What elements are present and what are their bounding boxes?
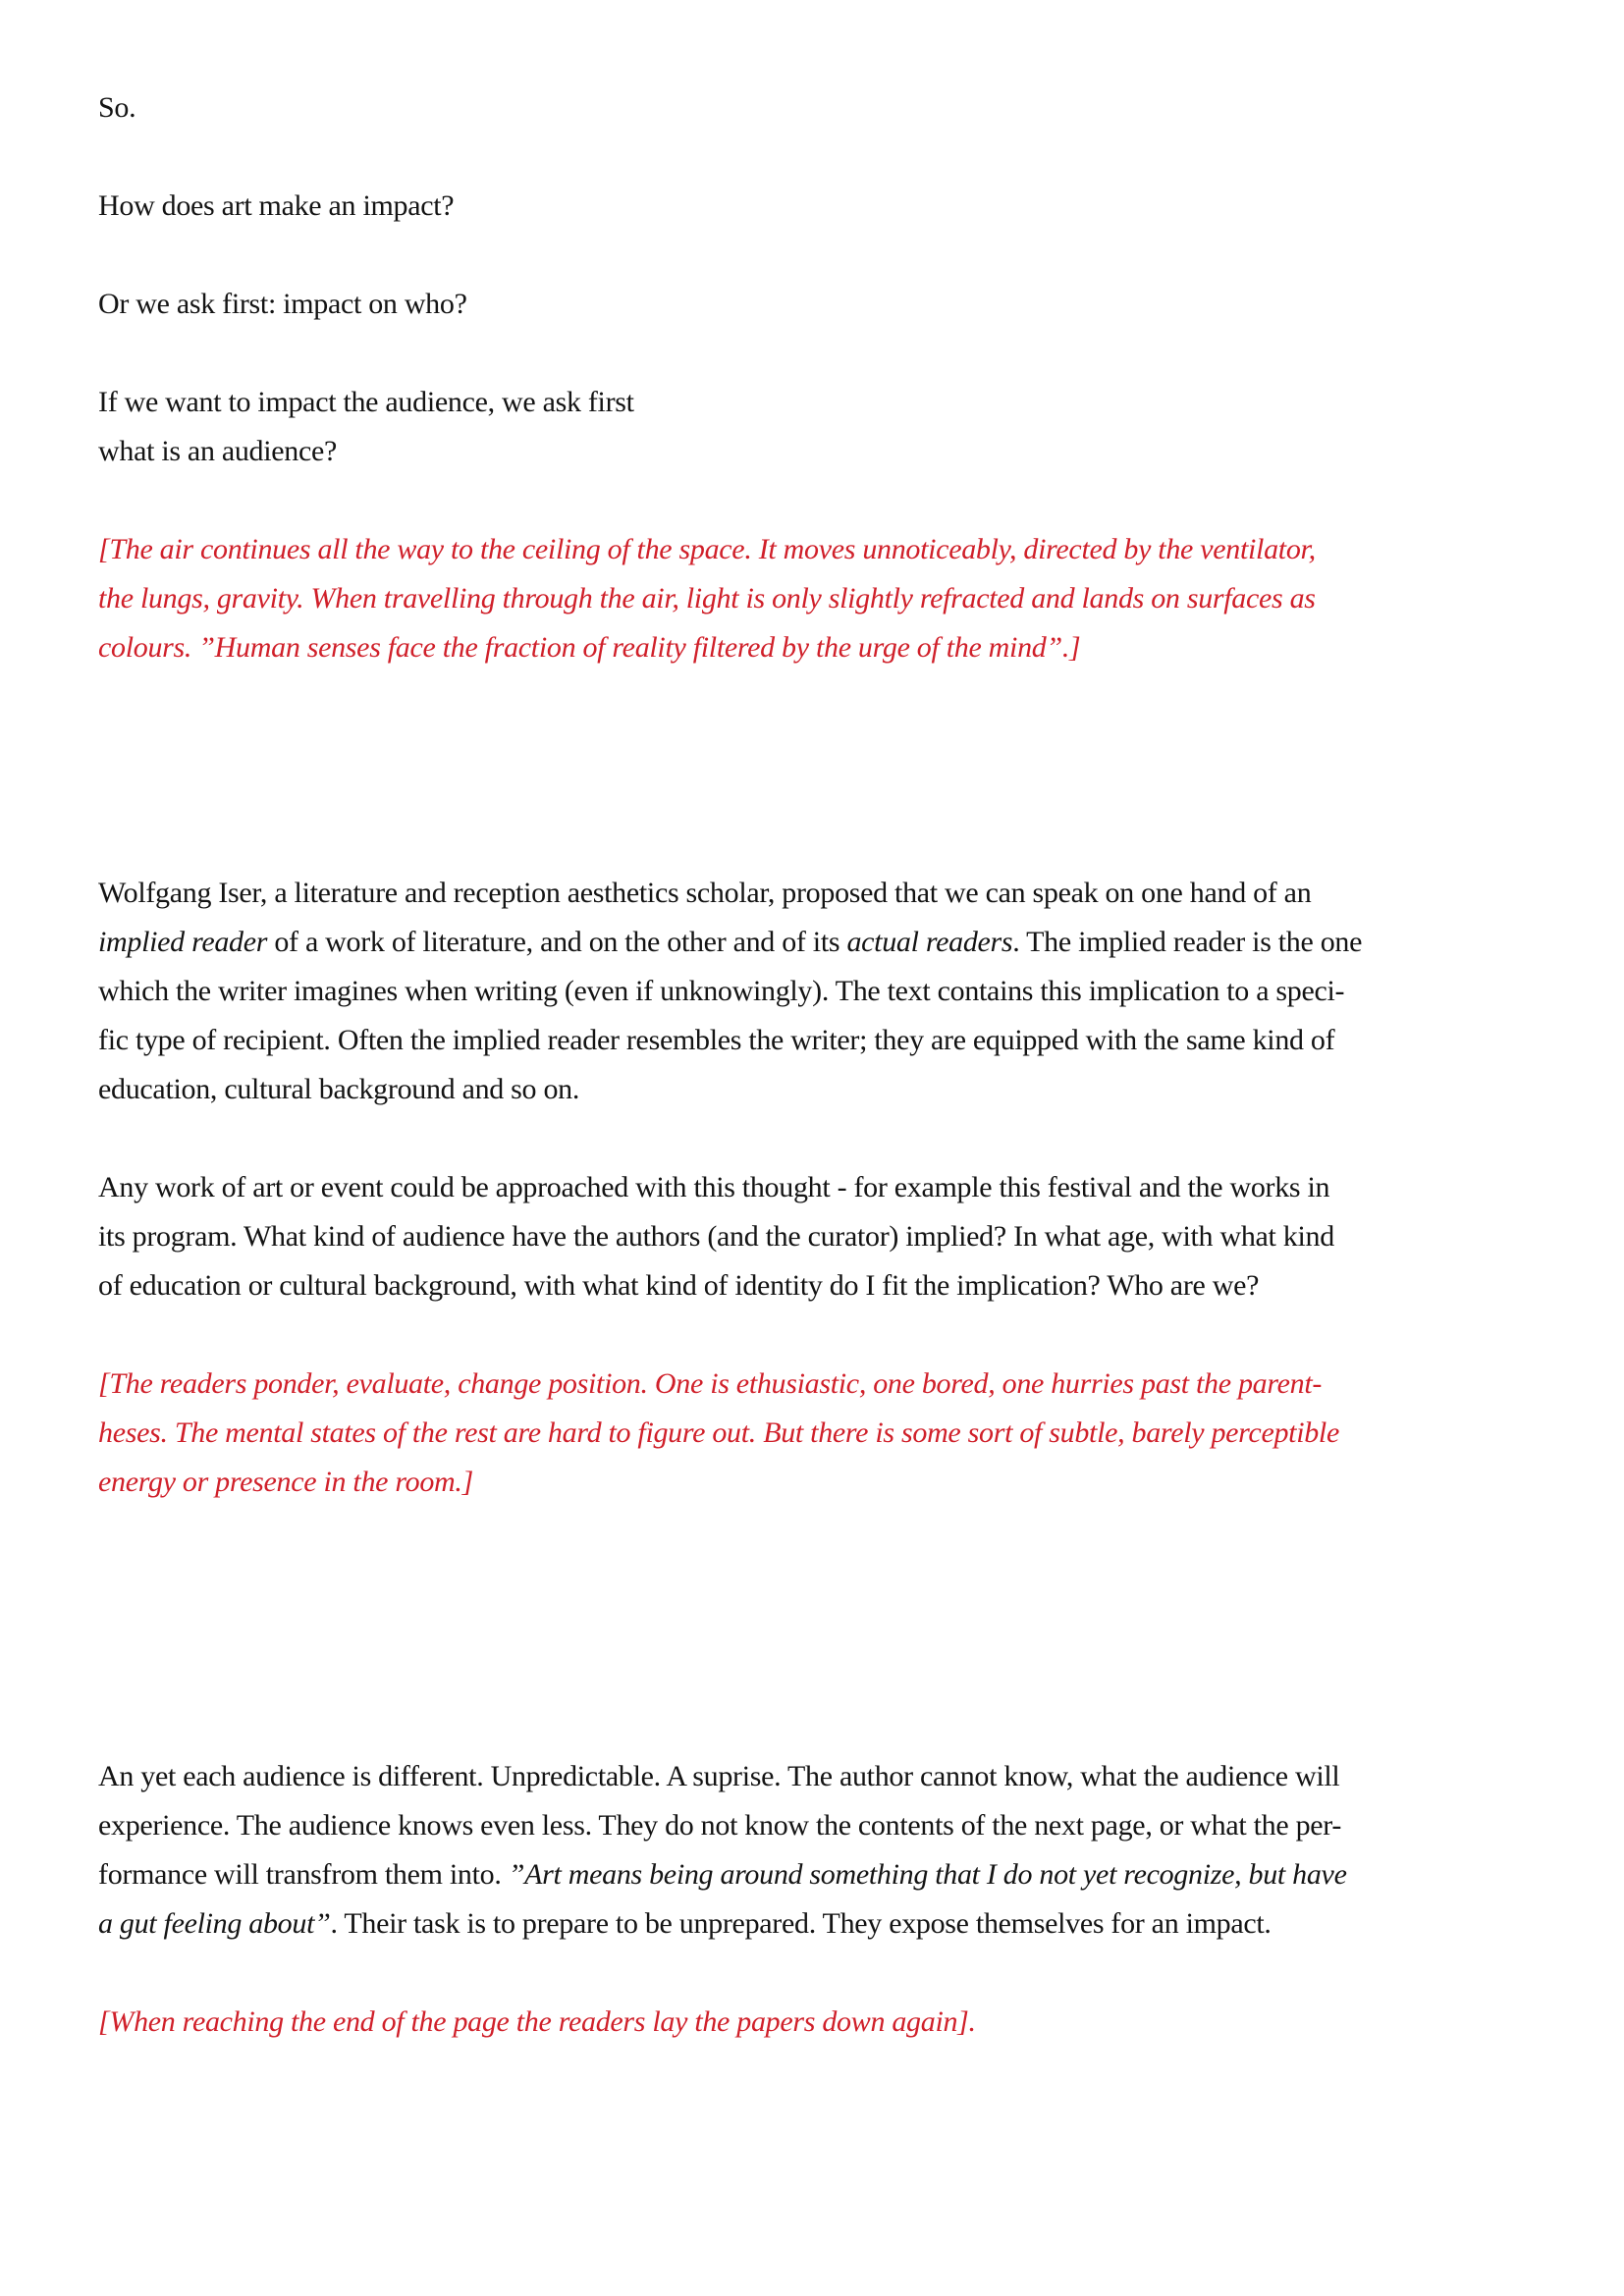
paragraph-so (98, 83, 1531, 133)
italic-term: actual readers (846, 926, 1013, 958)
red-stage-direction-2 (98, 1360, 1531, 1507)
paragraph-impact-on-who (98, 280, 1531, 329)
text-line: Any work of art or event could be approached with this thought - for example this festival and the works in (98, 1171, 1330, 1203)
text-line: colours. ”Human senses face the fraction of reality filtered by the urge of the mind”.] (98, 631, 1081, 664)
paragraph-how-impact (98, 182, 1531, 231)
text-line: its program. What kind of audience have the authors (and the curator) implied? In what age, with what kind (98, 1220, 1334, 1253)
text-line: the lungs, gravity. When travelling through the air, light is only slightly refracted and lands on surfaces as (98, 582, 1316, 614)
paragraph-each-audience (98, 1752, 1531, 1949)
red-stage-direction-3 (98, 1998, 1531, 2047)
text-line: heses. The mental states of the rest are hard to figure out. But there is some sort of subtle, barely perceptible (98, 1416, 1339, 1449)
text-line: which the writer imagines when writing (even if unknowingly). The text contains this implication to a speci- (98, 975, 1345, 1007)
text-line: How does art make an impact? (98, 189, 455, 222)
text-line: education, cultural background and so on. (98, 1073, 580, 1105)
text-line (98, 1899, 1531, 1949)
text-line: fic type of recipient. Often the implied reader resembles the writer; they are equipped with the same kind of (98, 1024, 1335, 1056)
text-line: Wolfgang Iser, a literature and reception aesthetics scholar, proposed that we can speak on one hand of an (98, 877, 1312, 909)
text-segment: . Their task is to prepare to be unprepared. They expose themselves for an impact. (330, 1907, 1272, 1940)
text-line (98, 918, 1531, 967)
text-line: [The air continues all the way to the ceiling of the space. It moves unnoticeably, directed by the ventilator, (98, 533, 1316, 565)
text-line: of education or cultural background, with what kind of identity do I fit the implication? Who are we? (98, 1269, 1260, 1302)
text-line: [The readers ponder, evaluate, change position. One is ethusiastic, one bored, one hurries past the parent- (98, 1367, 1323, 1400)
paragraph-what-is-audience (98, 378, 1531, 476)
italic-quote: a gut feeling about” (98, 1907, 331, 1940)
text-segment: formance will transfrom them into. (98, 1858, 502, 1891)
italic-quote: ”Art means being around something that I do not yet recognize, but have (508, 1858, 1347, 1891)
text-line: So. (98, 91, 136, 124)
text-line: Or we ask first: impact on who? (98, 288, 467, 320)
italic-term: implied reader (98, 926, 268, 958)
text-segment: . The implied reader is the one (1012, 926, 1363, 958)
text-line: what is an audience? (98, 435, 338, 467)
text-line: An yet each audience is different. Unpredictable. A suprise. The author cannot know, what the audience will (98, 1760, 1340, 1792)
text-line (98, 1850, 1531, 1899)
text-line: [When reaching the end of the page the readers lay the papers down again]. (98, 2005, 976, 2038)
text-line: energy or presence in the room.] (98, 1466, 473, 1498)
paragraph-any-work (98, 1163, 1531, 1310)
paragraph-wolfgang-iser (98, 869, 1531, 1114)
text-line: If we want to impact the audience, we ask first (98, 386, 634, 418)
text-line: experience. The audience knows even less. They do not know the contents of the next page, or what the per- (98, 1809, 1342, 1842)
text-segment: of a work of literature, and on the other and of its (274, 926, 840, 958)
red-stage-direction-1 (98, 525, 1531, 672)
